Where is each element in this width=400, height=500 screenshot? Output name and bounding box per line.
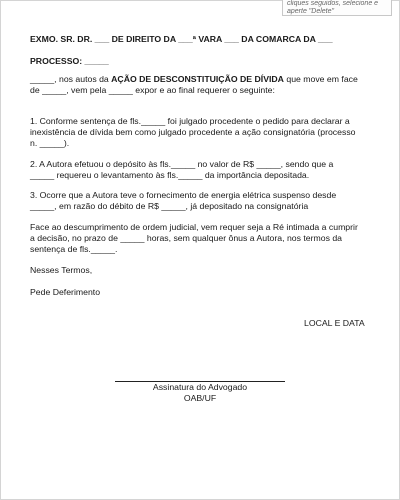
- signature-label: Assinatura do Advogado: [152, 382, 248, 392]
- item-1-line: n. _____).: [30, 138, 70, 148]
- item-2-line: 2. A Autora efetuou o depósito às fls._____ no valor de R$ _____, sendo que a: [30, 159, 334, 169]
- instruction-note-line: aperte "Delete": [287, 8, 334, 15]
- intro-text: que move em face: [283, 74, 358, 84]
- instruction-note: [282, 0, 392, 16]
- signature-registry: OAB/UF: [183, 393, 217, 403]
- instruction-note-line: cliques seguidos, selecione e: [287, 0, 379, 7]
- closing-terms: Nesses Termos,: [30, 265, 93, 275]
- process-number: PROCESSO: _____: [30, 56, 109, 66]
- item-3-line: _____, em razão do débito de R$ _____, já depositado na consignatória: [30, 201, 309, 211]
- addressee-heading: EXMO. SR. DR. ___ DE DIREITO DA ___ª VARA ___ DA COMARCA DA ___: [30, 34, 333, 44]
- place-and-date: LOCAL E DATA: [304, 318, 365, 328]
- item-1-line: inexistência de dívida bem como julgado procedente a ação consignatória (processo: [30, 127, 356, 137]
- request-line: sentença de fls._____.: [30, 244, 118, 254]
- item-3-line: 3. Ocorre que a Autora teve o fornecimento de energia elétrica suspenso desde: [30, 190, 337, 200]
- action-name: AÇÃO DE DESCONSTITUIÇÃO DE DÍVIDA: [111, 74, 284, 84]
- request-line: a decisão, no prazo de _____ horas, sem qualquer ônus a Autora, nos termos da: [30, 233, 342, 243]
- item-2-line: _____ requereu o levantamento às fls._____ da importância depositada.: [30, 170, 310, 180]
- intro-text: _____, nos autos da: [30, 74, 112, 84]
- item-1-line: 1. Conforme sentença de fls._____ foi julgado procedente o pedido para declarar a: [30, 116, 350, 126]
- request-line: Face ao descumprimento de ordem judicial, vem requer seja a Ré intimada a cumprir: [30, 222, 358, 232]
- closing-deferment: Pede Deferimento: [30, 287, 101, 297]
- intro-paragraph-line: de _____, vem pela _____ expor e ao final requerer o seguinte:: [30, 85, 275, 95]
- intro-paragraph-line: [30, 74, 358, 86]
